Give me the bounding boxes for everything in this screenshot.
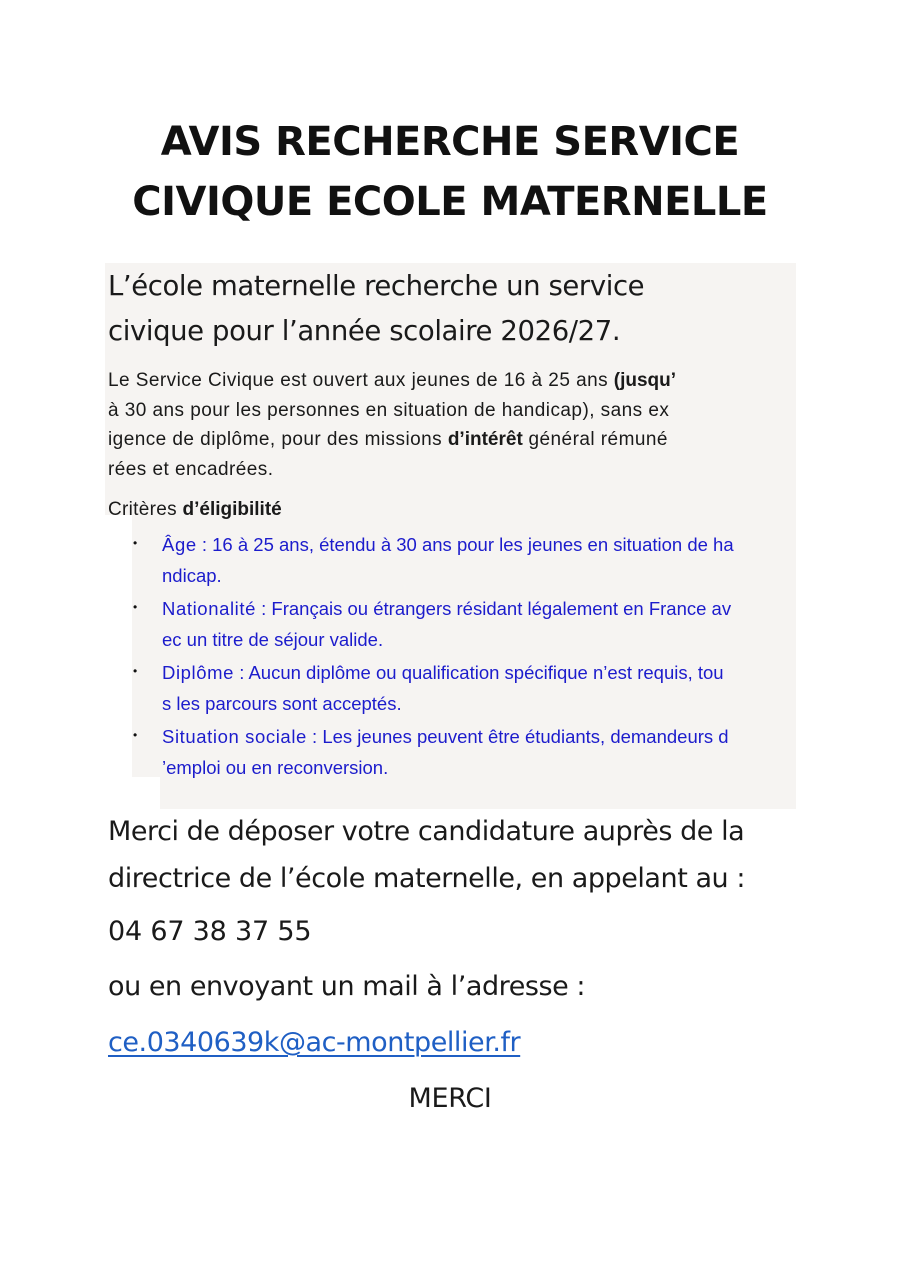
criteria-item-detail: : Aucun diplôme ou qualification spécifique n’est requis, tou	[234, 662, 724, 683]
intro-line-1-bold: (jusqu’	[613, 370, 677, 391]
intro-line-3-post: général rémuné	[522, 429, 668, 450]
criteria-heading	[108, 495, 282, 525]
intro-line-3-pre: igence de diplôme, pour des missions	[108, 429, 448, 450]
closing-paragraph	[108, 808, 808, 902]
criteria-item-line-2: ec un titre de séjour valide.	[162, 629, 384, 650]
email-link[interactable]: ce.0340639k@ac-montpellier.fr	[108, 1027, 521, 1058]
bullet-icon: •	[133, 728, 138, 742]
criteria-item-line-2: ’emploi ou en reconversion.	[162, 757, 389, 778]
bullet-icon: •	[133, 536, 138, 550]
intro-line-3-bold: d’intérêt	[447, 429, 523, 450]
criteria-item-label: Diplôme	[162, 662, 235, 683]
page-title	[0, 112, 900, 232]
criteria-item-text	[162, 721, 802, 783]
criteria-item-nationality	[0, 591, 900, 655]
criteria-item-line-2: ndicap.	[162, 565, 222, 586]
intro-line-3	[108, 425, 798, 455]
criteria-item-social-situation	[0, 719, 900, 783]
title-line-1: AVIS RECHERCHE SERVICE	[160, 119, 740, 165]
criteria-item-diploma	[0, 655, 900, 719]
intro-paragraph	[108, 366, 798, 484]
criteria-item-age	[0, 527, 900, 591]
criteria-item-text	[162, 593, 802, 655]
lead-line-2: civique pour l’année scolaire 2026/27.	[108, 315, 621, 347]
closing-line-1: Merci de déposer votre candidature auprès de la	[108, 816, 745, 847]
criteria-heading-text: Critères	[108, 499, 183, 520]
criteria-item-label: Âge	[162, 534, 197, 555]
criteria-item-detail: : 16 à 25 ans, étendu à 30 ans pour les jeunes en situation de ha	[196, 534, 734, 555]
criteria-list	[0, 527, 900, 783]
criteria-item-detail: : Français ou étrangers résidant légalement en France av	[256, 598, 732, 619]
closing-line-2: directrice de l’école maternelle, en appelant au :	[108, 863, 745, 894]
criteria-item-line-1	[162, 529, 802, 560]
lead-line-1: L’école maternelle recherche un service	[108, 270, 645, 302]
mail-intro-text: ou en envoyant un mail à l’adresse :	[108, 971, 586, 1002]
intro-line-1-text: Le Service Civique est ouvert aux jeunes de 16 à 25 ans	[108, 370, 614, 391]
criteria-item-text	[162, 529, 802, 591]
criteria-item-label: Nationalité	[162, 598, 257, 619]
intro-line-1	[108, 366, 798, 396]
thanks-text: MERCI	[408, 1083, 492, 1114]
bullet-icon: •	[133, 600, 138, 614]
criteria-item-line-1	[162, 593, 802, 624]
intro-line-4: rées et encadrées.	[108, 458, 274, 480]
lead-paragraph	[108, 264, 798, 354]
bullet-icon: •	[133, 664, 138, 678]
criteria-item-detail: : Les jeunes peuvent être étudiants, demandeurs d	[306, 726, 729, 747]
criteria-item-line-1	[162, 657, 802, 688]
phone-number: 04 67 38 37 55	[108, 916, 312, 947]
criteria-item-line-1	[162, 721, 802, 752]
criteria-item-text	[162, 657, 802, 719]
criteria-item-label: Situation sociale	[162, 726, 307, 747]
intro-line-2: à 30 ans pour les personnes en situation de handicap), sans ex	[108, 399, 670, 421]
title-line-2: CIVIQUE ECOLE MATERNELLE	[132, 179, 768, 225]
criteria-item-line-2: s les parcours sont acceptés.	[162, 693, 402, 714]
criteria-heading-bold: d’éligibilité	[182, 499, 282, 520]
